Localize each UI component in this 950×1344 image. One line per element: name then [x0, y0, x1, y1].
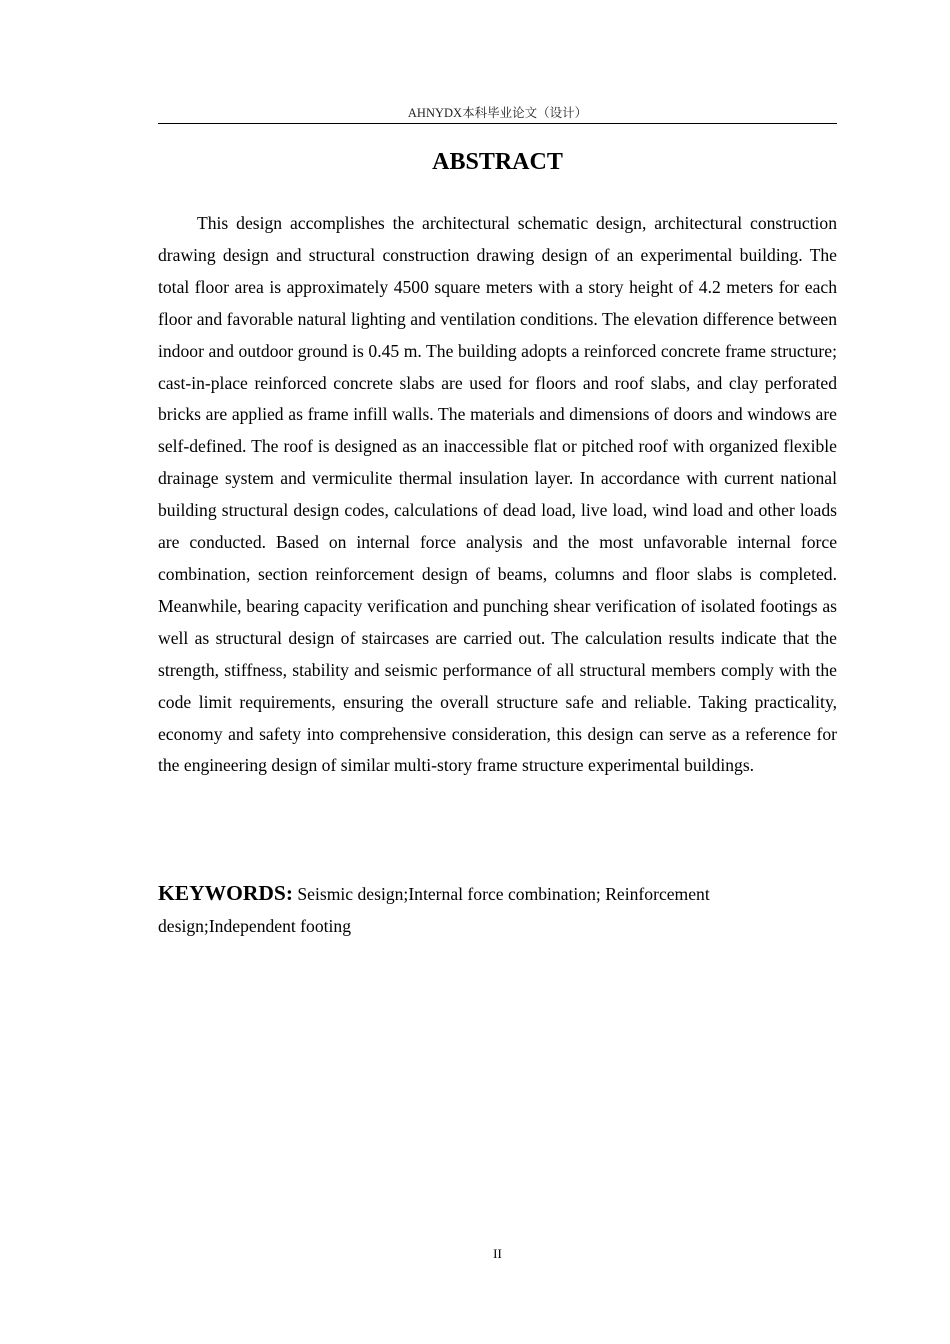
abstract-body: This design accomplishes the architectural schematic design, architectural construction drawing design and structural construction drawing design of an experimental building. The total floor area is approximately 4500 square meters with a story height of 4.2 meters for each floor and favorable natural lighting and ventilation conditions. The elevation difference between indoor and outdoor ground is 0.45 m. The building adopts a reinforced concrete frame structure; cast-in-place reinforced concrete slabs are used for floors and roof slabs, and clay perforated bricks are applied as frame infill walls. The materials and dimensions of doors and windows are self-defined. The roof is designed as an inaccessible flat or pitched roof with organized flexible drainage system and vermiculite thermal insulation layer. In accordance with current national building structural design codes, calculations of dead load, live load, wind load and other loads are conducted. Based on internal force analysis and the most unfavorable internal force combination, section reinforcement design of beams, columns and floor slabs is completed. Meanwhile, bearing capacity verification and punching shear verification of isolated footings as well as structural design of staircases are carried out. The calculation results indicate that the strength, stiffness, stability and seismic performance of all structural members comply with the code limit requirements, ensuring the overall structure safe and reliable. Taking practicality, economy and safety into comprehensive consideration, this design can serve as a reference for the engineering design of similar multi-story frame structure experimental buildings.	[158, 213, 837, 776]
page-number: II	[493, 1246, 502, 1261]
running-header: AHNYDX本科毕业论文（设计）	[407, 106, 588, 120]
header-divider	[158, 123, 837, 124]
keywords-text: Seismic design;Internal force combination; Reinforcement design;Independent footing	[158, 884, 710, 936]
keywords-label: KEYWORDS:	[158, 881, 293, 905]
keywords-section	[158, 877, 837, 942]
abstract-title: ABSTRACT	[432, 149, 563, 175]
